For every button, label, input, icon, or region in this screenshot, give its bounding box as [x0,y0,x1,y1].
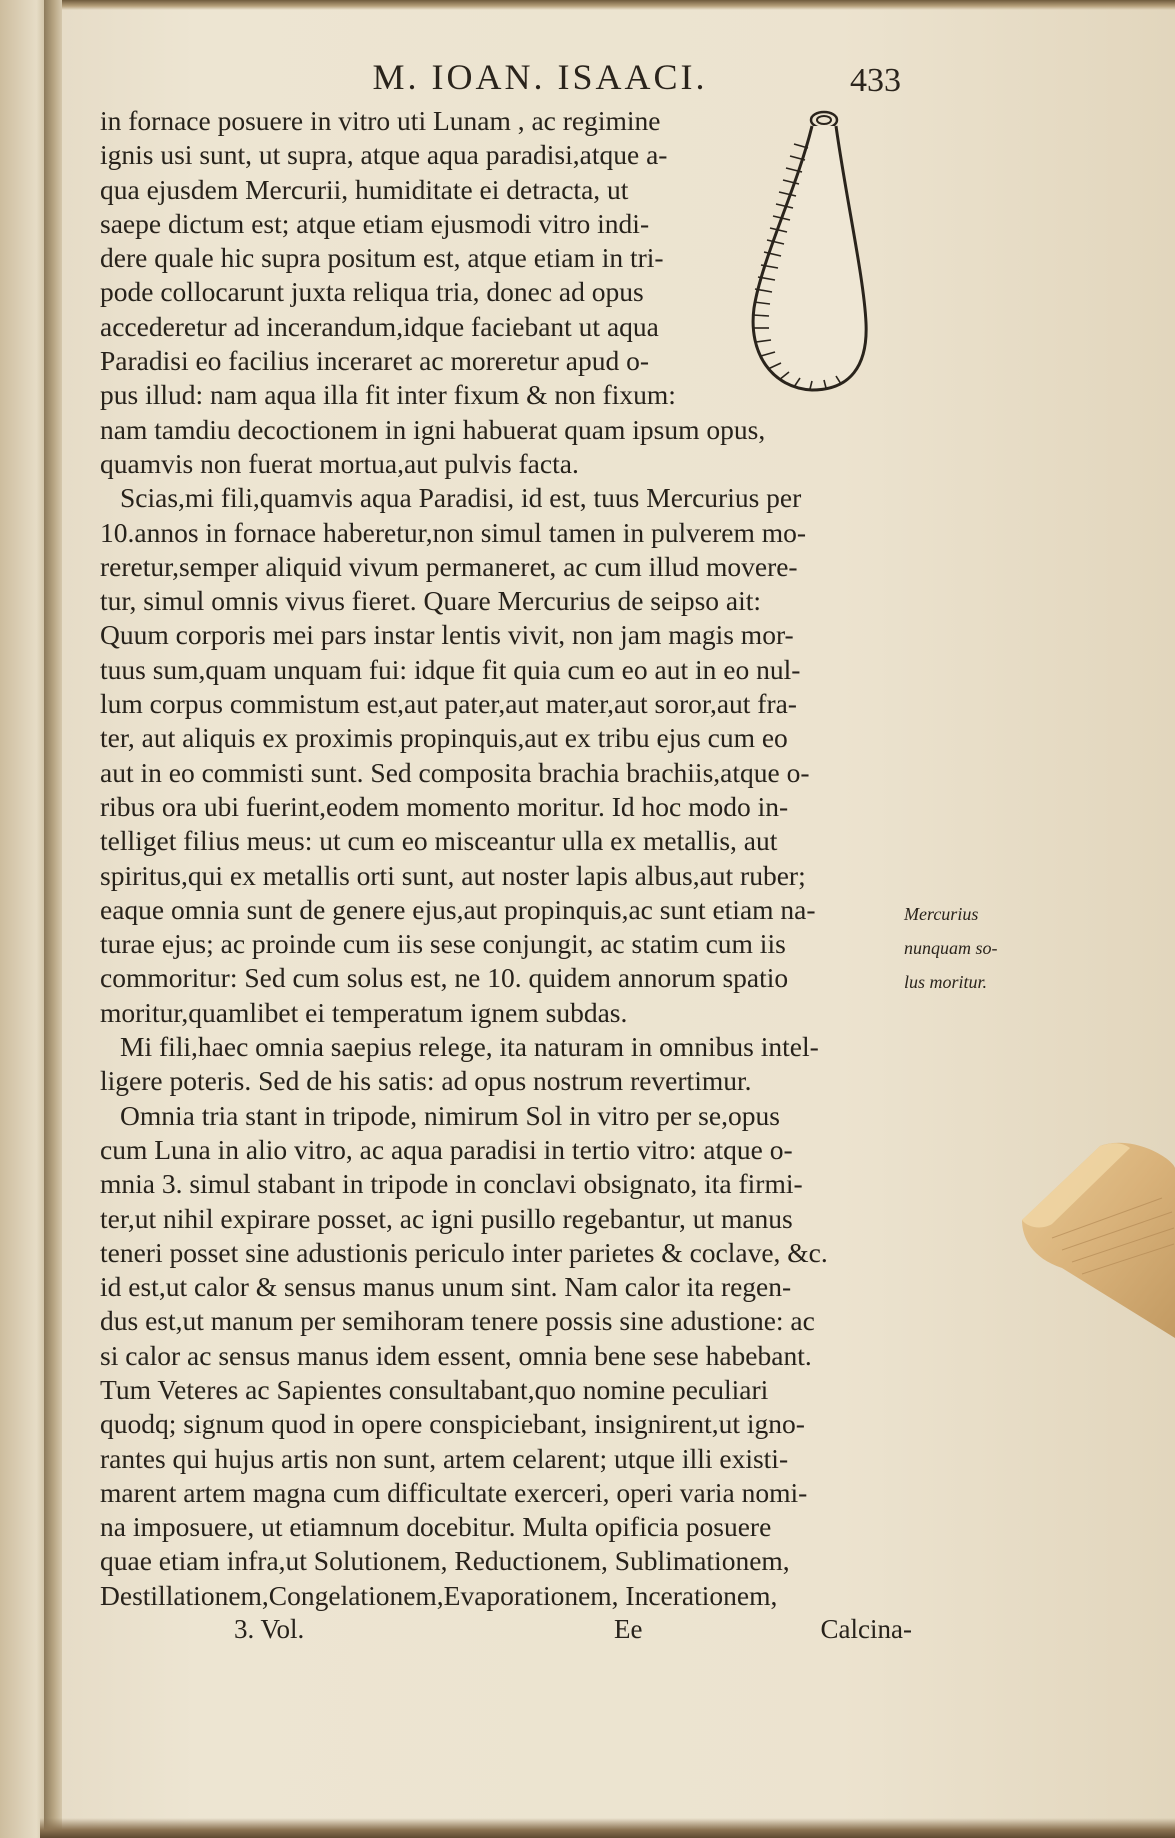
text-line: ligere poteris. Sed de his satis: ad opus nostrum revertimur. [100,1065,752,1097]
text-line: accederetur ad incerandum,idque faciebant ut aqua [100,310,659,342]
text-line: eaque omnia sunt de genere ejus,aut propinquis,ac sunt etiam na- [100,893,816,925]
text-line: 10.annos in fornace haberetur,non simul tamen in pulverem mo- [100,516,807,548]
text-line: dus est,ut manum per semihoram tenere possis sine adustione: ac [100,1305,815,1337]
margin-note-line: nunquam so- [904,938,998,958]
margin-note [904,897,1024,999]
gathering-mark: Ee [614,1614,643,1644]
text-line: ribus ora ubi fuerint,eodem momento moritur. Id hoc modo in- [100,790,789,822]
text-line: ter, aut aliquis ex proximis propinquis,aut ex tribu ejus cum eo [100,722,788,754]
text-line: cum Luna in alio vitro, ac aqua paradisi in tertio vitro: atque o- [100,1133,793,1165]
text-line: reretur,semper aliquid vivum permaneret, ac cum illud movere- [100,550,798,582]
text-line: commoritur: Sed cum solus est, ne 10. quidem annorum spatio [100,962,789,994]
main-text-block [100,104,912,1613]
text-line: quamvis non fuerat mortua,aut pulvis facta. [100,447,579,479]
text-line: dere quale hic supra positum est, atque etiam in tri- [100,242,664,274]
text-line: marent artem magna cum difficultate exerceri, operi varia nomi- [100,1476,808,1508]
page-footer [100,1614,912,1654]
text-line: turae ejus; ac proinde cum iis sese conjungit, ac statim cum iis [100,928,786,960]
text-line: si calor ac sensus manus idem essent, omnia bene sese habebant. [100,1339,812,1371]
text-line: ignis usi sunt, ut supra, atque aqua paradisi,atque a- [100,139,668,171]
text-line: telliget filius meus: ut cum eo misceantur ulla ex metallis, aut [100,825,778,857]
text-line: tuus sum,quam unquam fui: idque fit quia cum eo aut in eo nul- [100,653,801,685]
text-line: nam tamdiu decoctionem in igni habuerat quam ipsum opus, [100,413,766,445]
text-line: moritur,quamlibet ei temperatum ignem subdas. [100,996,628,1028]
text-line: Tum Veteres ac Sapientes consultabant,quo nomine peculiari [100,1373,769,1405]
page-number: 433 [850,62,901,99]
text-line: na imposuere, ut etiamnum docebitur. Multa opificia posuere [100,1511,772,1543]
text-line: pode collocarunt juxta reliqua tria, donec ad opus [100,276,644,308]
text-line: Destillationem,Congelationem,Evaporationem, Incerationem, [100,1579,778,1611]
text-line: teneri posset sine adustionis periculo inter parietes & coclave, &c. [100,1236,828,1268]
text-line: id est,ut calor & sensus manus unum sint. Nam calor ita regen- [100,1271,792,1303]
signature-mark: 3. Vol. [234,1614,305,1644]
wooden-pencil-object [1022,1128,1175,1338]
margin-note-line: Mercurius [904,904,979,924]
text-line: Omnia tria stant in tripode, nimirum Sol in vitro per se,opus [120,1099,780,1131]
text-line: aut in eo commisti sunt. Sed composita brachia brachiis,atque o- [100,756,810,788]
margin-note-line: lus moritur. [904,972,988,992]
text-line: Scias,mi fili,quamvis aqua Paradisi, id est, tuus Mercurius per [120,482,802,514]
text-line: saepe dictum est; atque etiam ejusmodi vitro indi- [100,207,650,239]
text-line: tur, simul omnis vivus fieret. Quare Mercurius de seipso ait: [100,585,762,617]
page-bottom-shadow [40,1818,1175,1838]
text-line: lum corpus commistum est,aut pater,aut mater,aut soror,aut fra- [100,688,797,720]
text-line: Paradisi eo facilius inceraret ac moreretur apud o- [100,345,649,377]
text-line: mnia 3. simul stabant in tripode in conclavi obsignato, ita firmi- [100,1168,803,1200]
text-line: Mi fili,haec omnia saepius relege, ita naturam in omnibus intel- [120,1031,819,1063]
text-line: in fornace posuere in vitro uti Lunam , ac regimine [100,105,661,136]
running-head: M. IOAN. ISAACI. [372,57,708,97]
text-line: spiritus,qui ex metallis orti sunt, aut noster lapis albus,aut ruber; [100,859,806,891]
text-line: qua ejusdem Mercurii, humiditate ei detracta, ut [100,173,629,205]
catchword: Calcina- [820,1614,912,1644]
text-line: quae etiam infra,ut Solutionem, Reductionem, Sublimationem, [100,1545,790,1577]
page-top-shadow [62,0,1175,10]
text-line: rantes qui hujus artis non sunt, artem celarent; utque illi existi- [100,1442,789,1474]
text-line: quodq; signum quod in opere conspiciebant, insignirent,ut igno- [100,1408,805,1440]
text-line: ter,ut nihil expirare posset, ac igni pusillo regebantur, ut manus [100,1202,793,1234]
text-line: Quum corporis mei pars instar lentis vivit, non jam magis mor- [100,619,794,651]
text-line: pus illud: nam aqua illa fit inter fixum & non fixum: [100,379,676,411]
